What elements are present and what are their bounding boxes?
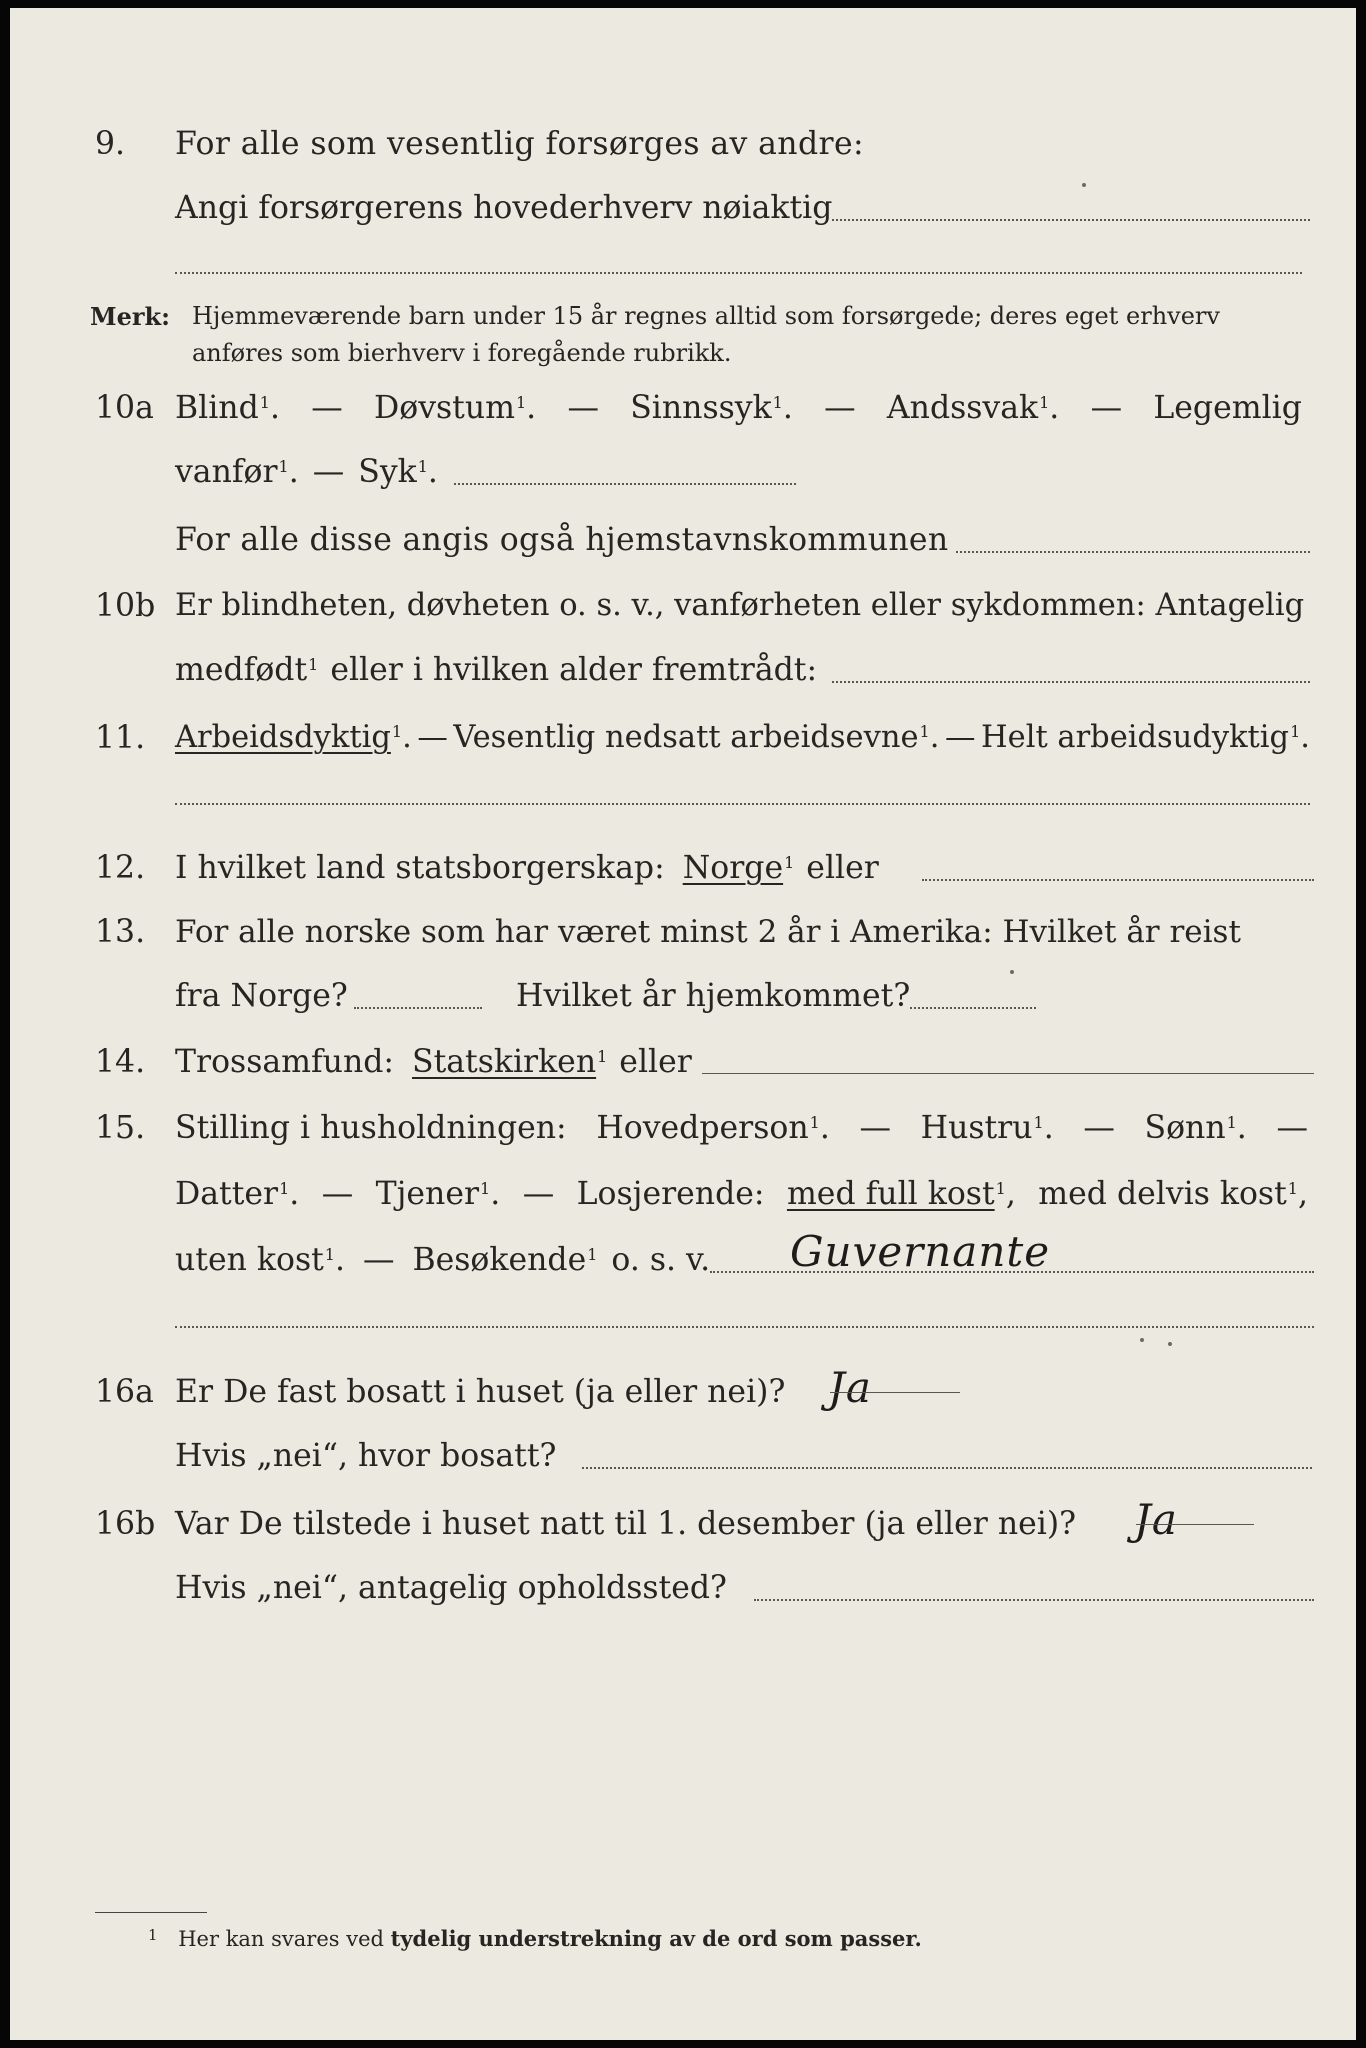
question-text: Angi forsørgerens hovederhverv nøiaktig [175, 190, 833, 226]
dash: — [944, 720, 976, 755]
footnote [148, 1924, 922, 1956]
question-text-hjemkommet: Hvilket år hjemkommet? [516, 978, 911, 1014]
answer-field-hvor-bosatt[interactable] [582, 1467, 1312, 1469]
question-text: Stilling i husholdningen: [175, 1110, 567, 1146]
answer-field-bosatt[interactable] [830, 1392, 960, 1393]
paper-speck [1140, 1338, 1144, 1342]
answer-field-provider-occupation[interactable] [832, 219, 1310, 221]
option-sonn[interactable]: Sønn$^1$. [1144, 1110, 1247, 1146]
question-text: For alle disse angis også hjemstavnskommunen [175, 522, 949, 558]
question-number: 13. [95, 914, 146, 950]
question-text: Hvis „nei“, antagelig opholdssted? [175, 1570, 727, 1606]
option-hovedperson[interactable]: Hovedperson$^1$. [596, 1110, 830, 1146]
osv-label: o. s. v. [611, 1242, 711, 1278]
option-tjener[interactable]: Tjener$^1$. [375, 1176, 501, 1212]
option-datter[interactable]: Datter$^1$. [175, 1176, 300, 1212]
question-number: 14. [95, 1044, 146, 1080]
option-arbeidsdyktig[interactable]: Arbeidsdyktig$^1$. [175, 720, 412, 755]
question-text: Var De tilstede i huset natt til 1. desember (ja eller nei)? [175, 1506, 1077, 1542]
question-number: 12. [95, 850, 146, 886]
option-sinnssyk[interactable]: Sinnssyk$^1$. [630, 390, 793, 426]
answer-field-opholdssted[interactable] [754, 1599, 1314, 1601]
dash: — [417, 720, 448, 755]
footnote-mark: 1 [148, 1926, 158, 1944]
option-uten-kost[interactable]: uten kost$^1$. [175, 1242, 345, 1278]
option-besokende[interactable]: Besøkende$^1$ [412, 1242, 598, 1278]
question-number: 10a [95, 390, 154, 426]
question-number: 11. [95, 720, 146, 756]
option-blind[interactable]: Blind$^1$. [175, 390, 280, 426]
question-text: I hvilket land statsborgerskap: [175, 850, 665, 886]
answer-field-alder[interactable] [832, 681, 1310, 683]
dash: — [1090, 390, 1123, 426]
question-number: 10b [95, 588, 156, 624]
option-dovstum[interactable]: Døvstum$^1$. [373, 390, 537, 426]
question-text: eller i hvilken alder fremtrådt: [330, 652, 818, 688]
option-med-delvis-kost[interactable]: med delvis kost$^1$, [1038, 1176, 1308, 1212]
option-med-full-kost[interactable]: med full kost$^1$, [786, 1176, 1016, 1212]
question-number: 15. [95, 1110, 146, 1146]
dash: — [859, 1110, 891, 1146]
dash: — [567, 390, 599, 426]
option-hustru[interactable]: Hustru$^1$. [920, 1110, 1054, 1146]
dash: — [824, 390, 856, 426]
handwritten-answer-tilstede: Ja [1134, 1495, 1178, 1544]
dash: — [312, 454, 345, 490]
paper-speck [1082, 183, 1086, 187]
note-block [90, 298, 1310, 378]
question-number: 16b [95, 1506, 156, 1542]
answer-rule [175, 803, 1310, 805]
option-andssvak[interactable]: Andssvak$^1$. [886, 390, 1060, 426]
option-vanfor[interactable]: vanfør$^1$. [175, 454, 299, 490]
option-statskirken[interactable]: Statskirken$^1$ [412, 1044, 608, 1080]
dash: — [311, 390, 343, 426]
question-text: For alle som vesentlig forsørges av andre: [175, 126, 865, 162]
question-text-losjerende: Losjerende: [576, 1176, 765, 1212]
paper-speck [1168, 1342, 1172, 1346]
question-text: Er De fast bosatt i huset (ja eller nei)? [175, 1374, 786, 1410]
question-text: Trossamfund: [175, 1044, 395, 1080]
note-label: Merk: [90, 302, 170, 331]
dash: — [1083, 1110, 1115, 1146]
answer-field-hjemkommet-ar[interactable] [910, 1007, 1036, 1009]
answer-field-trossamfund[interactable] [702, 1073, 1314, 1074]
answer-rule [175, 272, 1302, 274]
footnote-text: Her kan svares ved [178, 1927, 384, 1951]
footnote-rule [95, 1912, 207, 1913]
question-text-reist: fra Norge? [175, 978, 348, 1014]
census-form-page [10, 8, 1356, 2040]
paper-speck [1010, 970, 1014, 974]
dash: — [321, 1176, 354, 1212]
option-nedsatt-arbeidsevne[interactable]: Vesentlig nedsatt arbeidsevne$^1$. [453, 720, 940, 755]
option-legemlig[interactable]: Legemlig [1153, 390, 1302, 426]
option-syk[interactable]: Syk$^1$. [358, 454, 438, 490]
eller-label: eller [619, 1044, 692, 1080]
footnote-text-bold: tydelig understrekning av de ord som passer. [390, 1926, 922, 1951]
answer-field-hjemstavnskommune[interactable] [956, 551, 1310, 553]
question-number: 9. [95, 126, 126, 162]
note-text-line-1: Hjemmeværende barn under 15 år regnes alltid som forsørgede; deres eget erhverv [192, 302, 1220, 330]
answer-field-reist-ar[interactable] [354, 1007, 482, 1009]
answer-rule [175, 1326, 1314, 1328]
dash: — [522, 1176, 555, 1212]
option-helt-arbeidsudyktig[interactable]: Helt arbeidsudyktig$^1$. [981, 720, 1310, 755]
question-text: Hvis „nei“, hvor bosatt? [175, 1438, 557, 1474]
question-text: Er blindheten, døvheten o. s. v., vanførheten eller sykdommen: Antagelig [175, 588, 1305, 623]
answer-field-statsborgerskap[interactable] [922, 879, 1314, 881]
answer-field-tilstede[interactable] [1136, 1524, 1254, 1525]
option-medfodt[interactable]: medfødt$^1$ [175, 652, 319, 688]
dash: — [362, 1242, 395, 1278]
note-text-line-2: anføres som bierhverv i foregående rubrikk. [192, 339, 732, 367]
question-text: For alle norske som har været minst 2 år i Amerika: Hvilket år reist [175, 914, 1241, 950]
question-number: 16a [95, 1374, 154, 1410]
dash: — [1276, 1110, 1308, 1146]
handwritten-answer-stilling: Guvernante [790, 1227, 1051, 1276]
option-norge[interactable]: Norge$^1$ [682, 850, 795, 886]
eller-label: eller [806, 850, 879, 886]
answer-field-syk[interactable] [454, 483, 796, 485]
handwritten-answer-bosatt: Ja [828, 1363, 872, 1412]
